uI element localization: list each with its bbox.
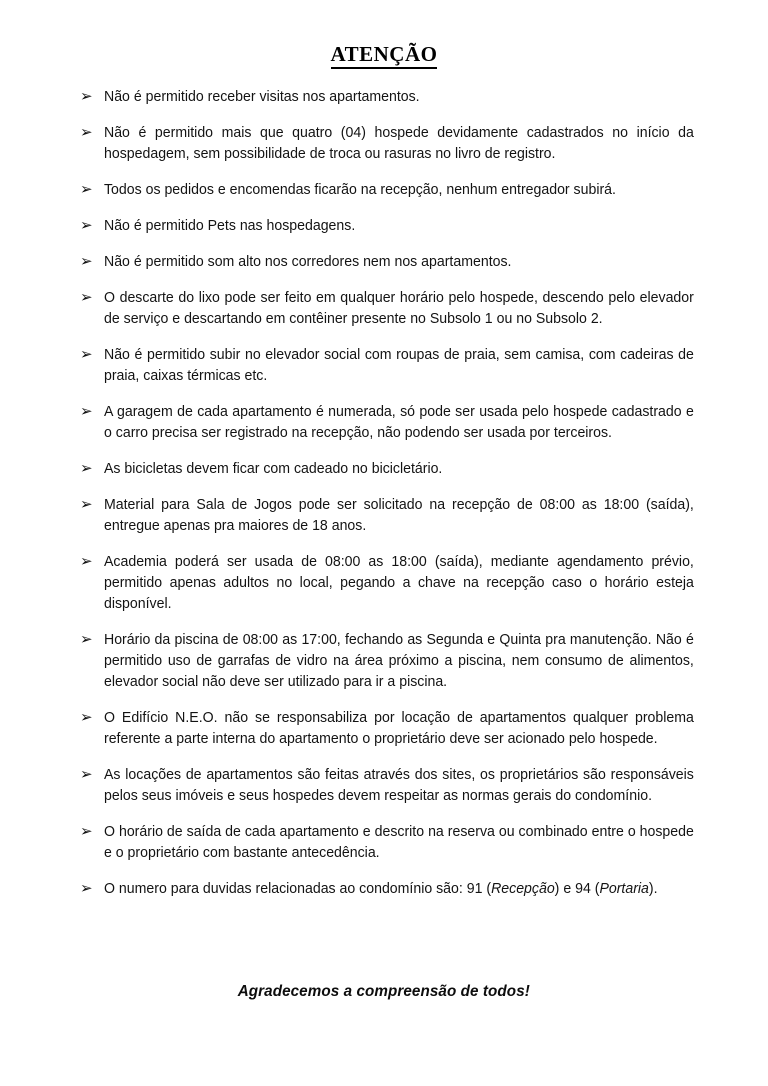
rule-text: O Edifício N.E.O. não se responsabiliza por locação de apartamentos qualquer problema referente a parte interna do apartamento o proprietário deve ser acionado pelo hospede. (104, 709, 694, 747)
arrow-bullet-icon: ➢ (80, 288, 93, 306)
arrow-bullet-icon: ➢ (80, 630, 93, 648)
rule-item (0, 287, 768, 329)
arrow-bullet-icon: ➢ (80, 87, 93, 105)
rule-item (0, 551, 768, 614)
rule-item (0, 215, 768, 236)
arrow-bullet-icon: ➢ (80, 123, 93, 141)
rule-item (0, 179, 768, 200)
arrow-bullet-icon: ➢ (80, 402, 93, 420)
rule-item (0, 707, 768, 749)
rule-item (0, 821, 768, 863)
rule-text: Horário da piscina de 08:00 as 17:00, fechando as Segunda e Quinta pra manutenção. Não é permitido uso de garrafas de vidro na área próximo a piscina, nem consumo de alimentos, elevador social não deve ser utilizado para ir a piscina. (104, 631, 694, 690)
rule-text: Não é permitido Pets nas hospedagens. (104, 217, 356, 234)
rule-text: Não é permitido mais que quatro (04) hospede devidamente cadastrados no início da hospedagem, sem possibilidade de troca ou rasuras no livro de registro. (104, 124, 694, 162)
arrow-bullet-icon: ➢ (80, 708, 93, 726)
rule-item (0, 251, 768, 272)
rule-item (0, 458, 768, 479)
rule-text: Não é permitido subir no elevador social com roupas de praia, sem camisa, com cadeiras de praia, caixas térmicas etc. (104, 346, 694, 384)
rule-text: O horário de saída de cada apartamento e descrito na reserva ou combinado entre o hospede e o proprietário com bastante antecedência. (104, 823, 694, 861)
arrow-bullet-icon: ➢ (80, 180, 93, 198)
rule-text: O descarte do lixo pode ser feito em qualquer horário pelo hospede, descendo pelo elevador de serviço e descartando em contêiner presente no Subsolo 1 ou no Subsolo 2. (104, 289, 694, 327)
rule-item (0, 86, 768, 107)
page-title: ATENÇÃO (331, 42, 438, 69)
arrow-bullet-icon: ➢ (80, 495, 93, 513)
arrow-bullet-icon: ➢ (80, 822, 93, 840)
arrow-bullet-icon: ➢ (80, 552, 93, 570)
arrow-bullet-icon: ➢ (80, 252, 93, 270)
arrow-bullet-icon: ➢ (80, 459, 93, 477)
footer-thanks-text: Agradecemos a compreensão de todos! (237, 983, 531, 1000)
rule-text: Não é permitido som alto nos corredores nem nos apartamentos. (104, 253, 512, 270)
rule-text: O numero para duvidas relacionadas ao condomínio são: 91 (Recepção) e 94 (Portaria). (104, 880, 658, 897)
rule-text: As locações de apartamentos são feitas através dos sites, os proprietários são responsáveis pelos seus imóveis e seus hospedes devem respeitar as normas gerais do condomínio. (104, 766, 694, 804)
page-title-container (0, 0, 768, 83)
footer-container (0, 983, 768, 1001)
rule-item (0, 122, 768, 164)
rule-text: A garagem de cada apartamento é numerada, só pode ser usada pelo hospede cadastrado e o carro precisa ser registrado na recepção, não podendo ser usada por terceiros. (104, 403, 694, 441)
rule-item (0, 401, 768, 443)
arrow-bullet-icon: ➢ (80, 216, 93, 234)
rule-text: Material para Sala de Jogos pode ser solicitado na recepção de 08:00 as 18:00 (saída), entregue apenas pra maiores de 18 anos. (104, 496, 694, 534)
rule-item (0, 629, 768, 692)
rule-text: Não é permitido receber visitas nos apartamentos. (104, 88, 420, 105)
rule-text: Academia poderá ser usada de 08:00 as 18:00 (saída), mediante agendamento prévio, permitido apenas adultos no local, pegando a chave na recepção caso o horário esteja disponível. (104, 553, 694, 612)
rule-item (0, 494, 768, 536)
arrow-bullet-icon: ➢ (80, 345, 93, 363)
rule-item (0, 764, 768, 806)
arrow-bullet-icon: ➢ (80, 765, 93, 783)
rule-text: As bicicletas devem ficar com cadeado no bicicletário. (104, 460, 443, 477)
arrow-bullet-icon: ➢ (80, 879, 93, 897)
rule-text: Todos os pedidos e encomendas ficarão na recepção, nenhum entregador subirá. (104, 181, 616, 198)
rule-item (0, 878, 768, 899)
rules-list (0, 86, 768, 914)
rule-item (0, 344, 768, 386)
